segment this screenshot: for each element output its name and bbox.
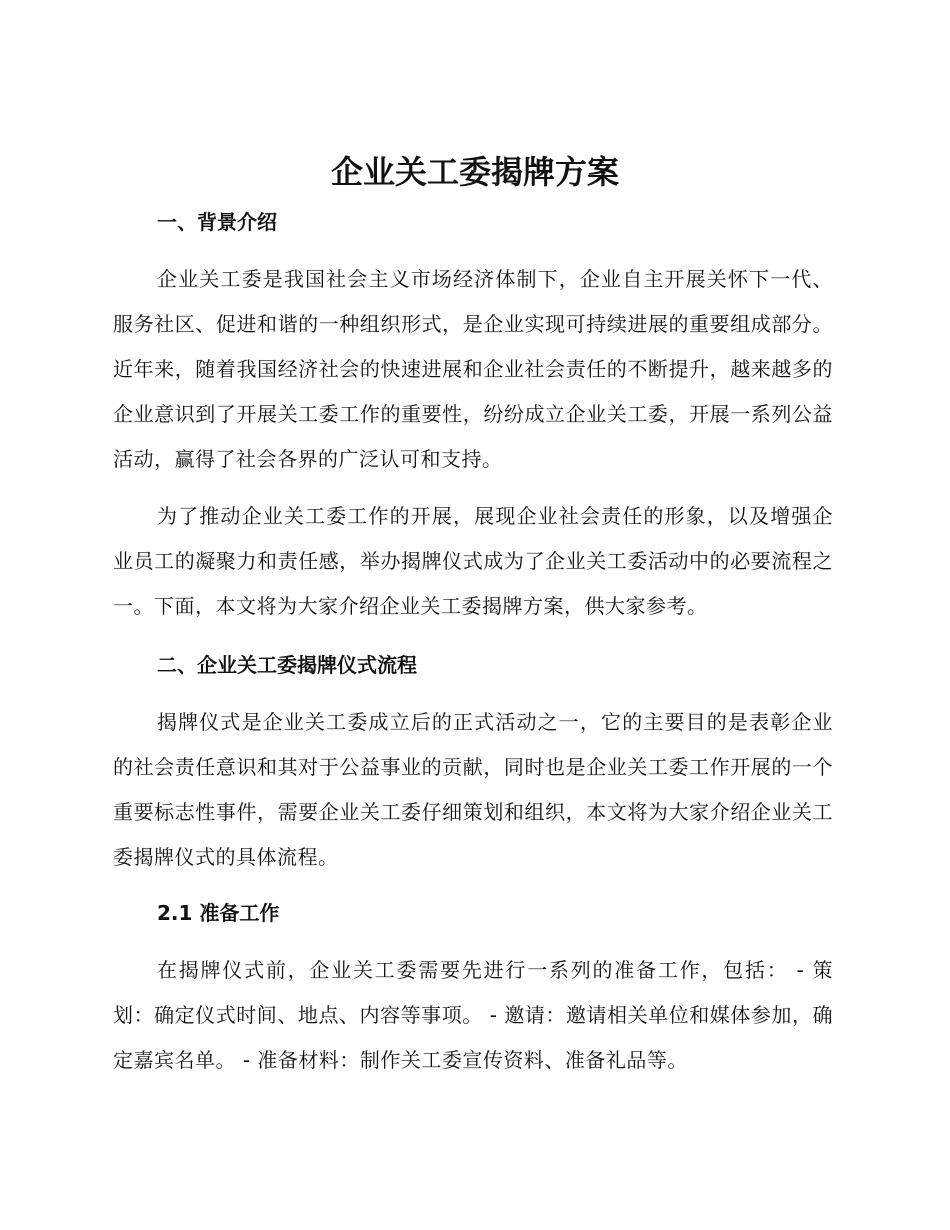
subsection-heading-preparation: 2.1 准备工作 [157,901,280,925]
document-title: 企业关工委揭牌方案 [330,153,619,191]
paragraph-background-2: 为了推动企业关工委工作的开展，展现企业社会责任的形象，以及增强企业员工的凝聚力和责任感，举办揭牌仪式成为了企业关工委活动中的必要流程之一。下面，本文将为大家介绍企业关工委揭牌方案，供大家参考。 [113,504,833,618]
section-heading-ceremony-process: 二、企业关工委揭牌仪式流程 [157,653,417,677]
paragraph-background-1: 企业关工委是我国社会主义市场经济体制下，企业自主开展关怀下一代、服务社区、促进和谐的一种组织形式，是企业实现可持续进展的重要组成部分。近年来，随着我国经济社会的快速进展和企业社会责任的不断提升，越来越多的企业意识到了开展关工委工作的重要性，纷纷成立企业关工委，开展一系列公益活动，赢得了社会各界的广泛认可和支持。 [113,267,833,471]
section-heading-background: 一、背景介绍 [157,210,277,234]
paragraph-ceremony-process: 揭牌仪式是企业关工委成立后的正式活动之一，它的主要目的是表彰企业的社会责任意识和其对于公益事业的贡献，同时也是企业关工委工作开展的一个重要标志性事件，需要企业关工委仔细策划和组织，本文将为大家介绍企业关工委揭牌仪式的具体流程。 [113,710,833,869]
paragraph-preparation: 在揭牌仪式前，企业关工委需要先进行一系列的准备工作，包括： - 策划：确定仪式时间、地点、内容等事项。 - 邀请：邀请相关单位和媒体参加，确定嘉宾名单。 - 准备材料：制作关工委宣传资料、准备礼品等。 [113,958,833,1072]
